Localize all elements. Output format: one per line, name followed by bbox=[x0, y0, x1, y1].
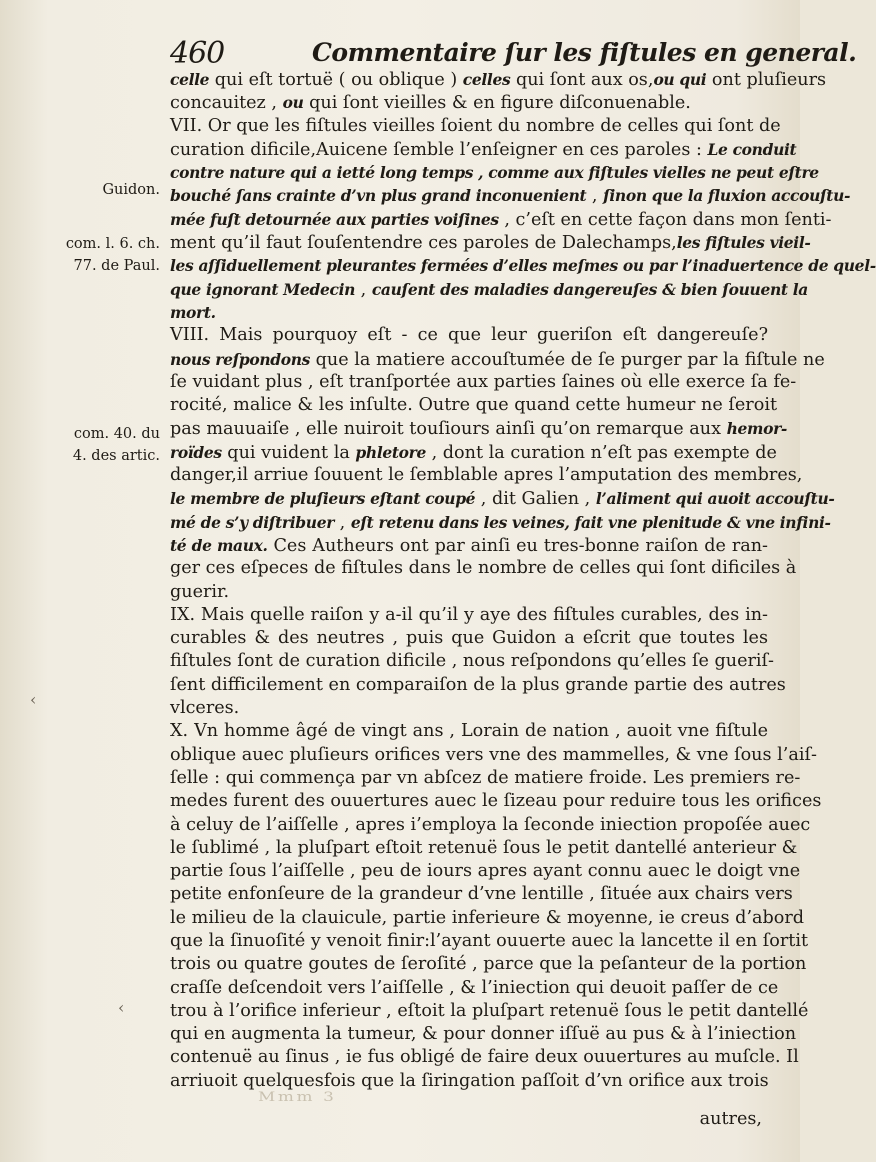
text-line bbox=[170, 907, 805, 930]
text-line bbox=[170, 278, 808, 301]
text-line bbox=[170, 511, 831, 534]
italic-span: celles bbox=[462, 70, 511, 89]
text-line bbox=[170, 324, 768, 347]
running-title: Commentaire ſur les fiſtules en general. bbox=[312, 38, 857, 67]
text-span: rocité, malice & les inſulte. Outre que quand cette humeur ne ſeroit bbox=[170, 395, 778, 416]
text-line bbox=[170, 720, 768, 743]
margin-note-paul: 77. de Paul. bbox=[73, 258, 160, 274]
text-line bbox=[170, 1023, 797, 1046]
body-text bbox=[170, 68, 876, 1093]
text-span: le milieu de la clauicule, partie inferieure & moyenne, ie creus d’abord bbox=[170, 907, 805, 928]
text-span: ment qu’il faut ſouſentendre ces paroles de Dalechamps, bbox=[170, 233, 677, 254]
italic-span: celle bbox=[170, 70, 210, 89]
margin-note-com-l6: com. l. 6. ch. bbox=[65, 236, 160, 252]
margin-note-com-40: com. 40. du bbox=[73, 426, 160, 442]
text-span: , dit Galien , bbox=[475, 489, 596, 510]
text-line bbox=[170, 301, 768, 324]
text-span: IX. Mais quelle raiſon y a-il qu’il y aye des fiſtules curables, des in- bbox=[170, 604, 768, 625]
text-span: ger ces eſpeces de fiſtules dans le nombre de celles qui ſont dificiles à bbox=[170, 558, 797, 579]
text-span: trou à l’orifice inferieur , eſtoit la pluſpart retenuë ſous le petit dantellé bbox=[170, 1000, 809, 1021]
italic-span: l’aliment qui auoit accouſtu- bbox=[595, 489, 835, 509]
margin-note-artic: 4. des artic. bbox=[72, 448, 160, 464]
italic-span: nous reſpondons bbox=[170, 349, 311, 369]
text-line bbox=[170, 557, 797, 580]
text-span: curables & des neutres , puis que Guidon a eſcrit que toutes les bbox=[170, 628, 768, 649]
text-line bbox=[170, 1000, 809, 1023]
text-span: , dont la curation n’eſt pas exempte de bbox=[426, 442, 777, 463]
text-span: qui eſt tortuë ( ou oblique ) bbox=[209, 70, 463, 90]
text-line bbox=[170, 977, 779, 1000]
text-line bbox=[170, 627, 768, 650]
text-line bbox=[170, 883, 793, 906]
text-line bbox=[170, 115, 781, 138]
text-span: , c’eſt en cette façon dans mon ſenti- bbox=[498, 209, 832, 230]
text-line bbox=[170, 534, 768, 557]
text-line bbox=[170, 930, 809, 953]
text-line bbox=[170, 581, 768, 604]
italic-span: mé de s’y diſtribuer bbox=[170, 512, 335, 532]
text-line bbox=[170, 650, 774, 673]
text-span: à celuy de l’aiſſelle , apres i’employa la ſeconde iniection propoſée auec bbox=[170, 814, 811, 835]
text-span: guerir. bbox=[170, 581, 230, 602]
text-span: curation dificile,Auicene ſemble l’enſeigner en ces paroles : bbox=[170, 139, 708, 160]
text-span: ſelle : qui commença par vn abſcez de matiere froide. Les premiers re- bbox=[170, 767, 801, 788]
margin-note-guidon: Guidon. bbox=[102, 182, 160, 198]
text-span: arriuoit quelquesfois que la ſiringation paſſoit d’vn orifice aux trois bbox=[170, 1070, 769, 1091]
text-span: qui ſont vieilles & en figure diſconuenable. bbox=[303, 93, 691, 114]
italic-span: té de maux. bbox=[170, 535, 268, 555]
text-line bbox=[170, 184, 851, 207]
text-line bbox=[170, 417, 787, 440]
text-span: danger,il arriue ſouuent le ſemblable apres l’amputation des membres, bbox=[170, 465, 803, 486]
text-line bbox=[170, 814, 811, 837]
text-span: le ſublimé , la pluſpart eſtoit retenuë ſous le petit dantellé anterieur & bbox=[170, 837, 798, 858]
text-span: , bbox=[334, 512, 351, 533]
text-line bbox=[170, 68, 827, 91]
text-span: oblique auec pluſieurs orifices vers vne des mammelles, & vne ſous l’aiſ- bbox=[170, 744, 817, 765]
italic-span: le membre de pluſieurs eſtant coupé bbox=[170, 489, 476, 509]
signature-mark: Mmm 3 bbox=[258, 1090, 337, 1105]
text-line bbox=[170, 464, 803, 487]
catchword: autres, bbox=[699, 1109, 762, 1129]
text-line bbox=[170, 837, 798, 860]
text-span: craſſe deſcendoit vers l’aiſſelle , & l’iniection qui deuoit paſſer de ce bbox=[170, 977, 779, 998]
text-span: Ces Autheurs ont par ainſi eu tres-bonne raiſon de ran- bbox=[267, 535, 768, 556]
italic-span: les fiſtules vieil- bbox=[676, 233, 811, 253]
italic-span: phletore bbox=[355, 442, 426, 462]
text-span: vlceres. bbox=[170, 698, 240, 719]
italic-span: bouché ſans crainte d’vn plus grand inconuenient bbox=[170, 186, 587, 206]
text-line bbox=[170, 860, 801, 883]
text-span: , bbox=[355, 279, 372, 300]
text-line bbox=[170, 744, 817, 767]
text-span: qui ſont aux os, bbox=[510, 70, 654, 90]
text-line bbox=[170, 953, 807, 976]
italic-span: mort. bbox=[170, 302, 216, 322]
text-span: que la ſinuoſité y venoit finir:l’ayant ouuerte auec la lancette il en ſortit bbox=[170, 930, 809, 951]
italic-span: hemor- bbox=[726, 419, 787, 439]
text-span: ſent difficilement en comparaiſon de la plus grande partie des autres bbox=[170, 674, 786, 695]
text-line bbox=[170, 231, 811, 254]
margin-notes bbox=[0, 0, 168, 1162]
text-span: VII. Or que les fiſtules vieilles ſoient du nombre de celles qui ſont de bbox=[170, 115, 781, 136]
text-span: fiſtules ſont de curation dificile , nous reſpondons qu’elles ſe gueriſ- bbox=[170, 651, 774, 672]
text-line bbox=[170, 487, 835, 510]
text-span: contenuë au ſinus , ie fus obligé de faire deux ouuertures au muſcle. Il bbox=[170, 1047, 799, 1068]
text-line bbox=[170, 394, 778, 417]
margin-mark: ‹ bbox=[30, 690, 37, 709]
page-number: 460 bbox=[170, 36, 225, 71]
text-span: VIII. Mais pourquoy eſt - ce que leur gueriſon eſt dangereuſe? bbox=[170, 325, 768, 346]
text-line bbox=[170, 790, 822, 813]
text-span: que la matiere accouſtumée de ſe purger par la fiſtule ne bbox=[310, 349, 825, 370]
italic-span: que ignorant Medecin bbox=[170, 279, 356, 299]
text-span: , bbox=[586, 186, 604, 207]
text-line bbox=[170, 767, 801, 790]
text-line bbox=[170, 441, 777, 464]
text-line bbox=[170, 697, 768, 720]
text-span: ſe vuidant plus , eſt tranſportée aux parties ſaines où elle exerce ſa fe- bbox=[170, 371, 797, 392]
text-line bbox=[170, 604, 768, 627]
text-line bbox=[170, 208, 832, 231]
text-span: qui vuident la bbox=[221, 442, 356, 463]
text-span: petite enfonſeure de la grandeur d’vne lentille , ſituée aux chairs vers bbox=[170, 884, 793, 905]
text-line bbox=[170, 91, 768, 114]
italic-span: ſinon que la fluxion accouſtu- bbox=[603, 186, 851, 206]
italic-span: eſt retenu dans les veines, fait vne plenitude & vne infini- bbox=[350, 512, 831, 532]
italic-span: ou qui bbox=[653, 70, 707, 89]
italic-span: roïdes bbox=[170, 442, 222, 462]
margin-mark: ‹ bbox=[118, 998, 125, 1017]
text-span: trois ou quatre goutes de ſeroſité , parce que la peſanteur de la portion bbox=[170, 954, 807, 975]
italic-span: Le conduit bbox=[707, 139, 797, 159]
text-line bbox=[170, 371, 797, 394]
text-span: qui en augmenta la tumeur, & pour donner iſſuë au pus & à l’iniection bbox=[170, 1024, 797, 1045]
text-line bbox=[170, 1046, 799, 1069]
italic-span: mée fuſt detournée aux parties voiſines bbox=[170, 209, 499, 229]
text-span: ont pluſieurs bbox=[706, 70, 827, 90]
italic-span: contre nature qui a ietté long temps , comme aux fiſtules vielles ne peut eſtre bbox=[170, 163, 819, 183]
text-line bbox=[170, 348, 825, 371]
text-span: medes furent des ouuertures auec le ſizeau pour reduire tous les orifices bbox=[170, 791, 822, 812]
text-span: partie ſous l’aiſſelle , peu de iours apres ayant connu auec le doigt vne bbox=[170, 861, 801, 882]
italic-span: ou bbox=[282, 93, 304, 113]
italic-span: les aſſiduellement pleurantes fermées d’elles meſmes ou par l’inaduertence de quel- bbox=[170, 256, 876, 276]
italic-span: cauſent des maladies dangereuſes & bien ſouuent la bbox=[371, 279, 808, 299]
text-line bbox=[170, 254, 876, 277]
text-line bbox=[170, 138, 797, 161]
text-span: concauitez , bbox=[170, 93, 283, 114]
text-line bbox=[170, 674, 786, 697]
text-span: X. Vn homme âgé de vingt ans , Lorain de nation , auoit vne fiſtule bbox=[170, 721, 768, 742]
text-line bbox=[170, 161, 819, 184]
text-span: pas mauuaiſe , elle nuiroit touſiours ainſi qu’on remarque aux bbox=[170, 419, 727, 440]
